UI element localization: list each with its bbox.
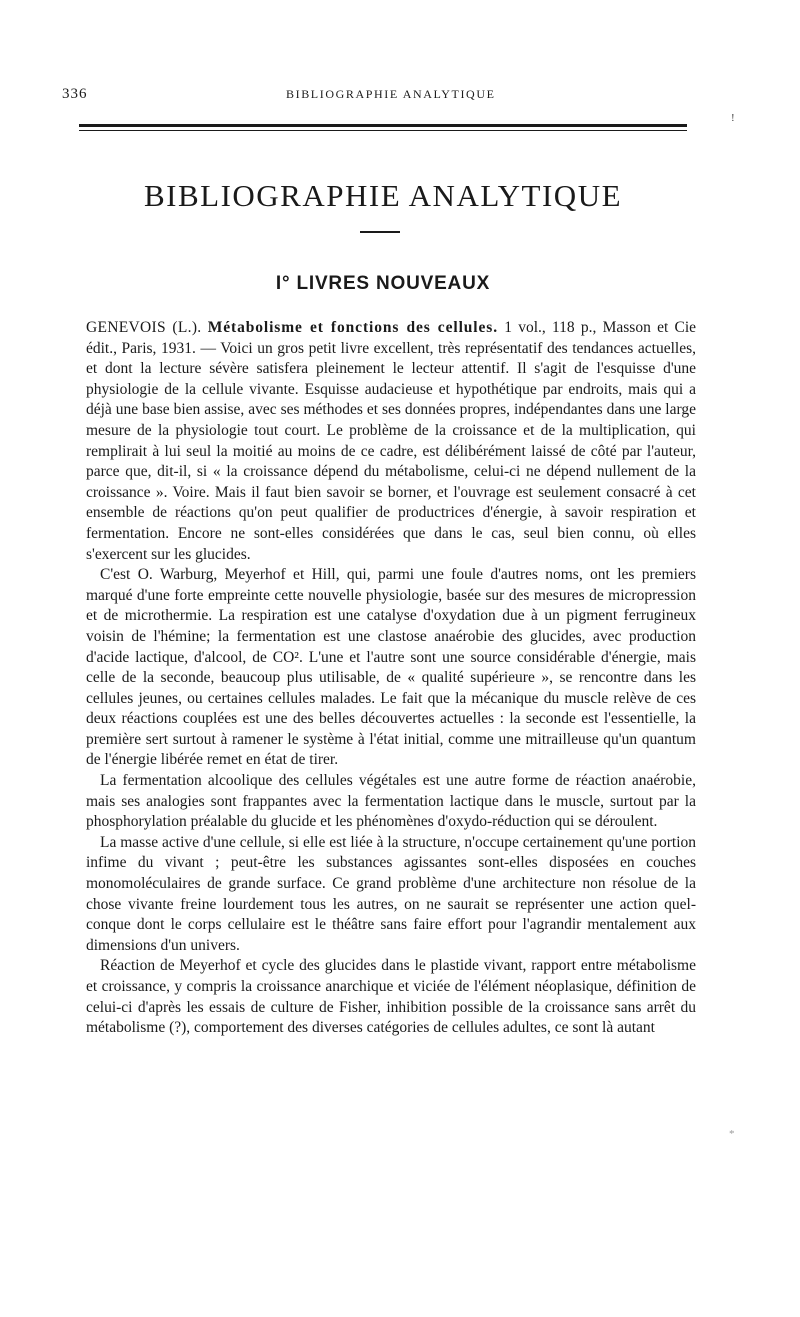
review-paragraph-5: Réaction de Meyerhof et cycle des glucides dans le plastide vivant, rapport entre métabolisme et croissance, y compris la croissance anarchique et viciée de l'élément néoplasique, définition de celui-ci d'après les essais de culture de Fisher, inhibition possible de la croissance sans arrêt du métabolisme (?), comportement des diverses catégories de cellules adultes, ce sont là autant xyxy=(86,957,696,1037)
review-book-title: Métabolisme et fonctions des cellules. xyxy=(207,319,498,336)
margin-mark-bottom: * xyxy=(729,1128,735,1140)
margin-mark-top: ! xyxy=(731,112,735,124)
review-body xyxy=(86,318,696,1039)
header-rule-thick xyxy=(79,124,687,127)
review-paragraph-4: La masse active d'une cellule, si elle est liée à la structure, n'occupe certainement qu'une portion infime du vivant ; peut-être les substances agissantes sont-elles disposées en couches monomoléculaires de grande surface. Ce grand problème d'une architecture non résolue de la chose vivante freine lourdement tous les autres, on ne saurait se représenter une action quelconque dont le corps cellulaire est le théâtre sans faire effort pour l'agrandir mentalement aux dimensions d'un univers. xyxy=(86,833,696,954)
review-paragraph-text: — Voici un gros petit livre excellent, très représentatif des tendances actuelles, et dont la lecture sévère satisfera pleinement le lecteur attentif. Il s'agit de l'esquisse d'une physiologie de la cellule vivante. Esquisse audacieuse et hypothétique par endroits, mais qui a déjà une base bien assise, avec ses méthodes et ses données propres, indépendantes dans une large mesure de la physiologie tout court. Le problème de la croissance et de la multiplication, qui remplirait à lui seul la moitié au moins de ce cadre, est délibérément laissé de côté par l'auteur, parce que, dit-il, si « la croissance dépend du métabolisme, celui-ci ne dépend nullement de la croissance ». Voire. Mais il faut bien savoir se borner, et l'ouvrage est seulement consacré à cet ensemble de réactions qu'on peut qualifier de productrices d'énergie, à savoir respiration et fermentation. Encore ne sont-elles considérées que dans le cas, seul bien connu, où elles s'exercent sur les glucides. xyxy=(86,339,696,563)
page-title: BIBLIOGRAPHIE ANALYTIQUE xyxy=(143,178,623,213)
header-rule-thin xyxy=(79,130,687,131)
running-title: BIBLIOGRAPHIE ANALYTIQUE xyxy=(286,87,496,101)
review-paragraph-2: C'est O. Warburg, Meyerhof et Hill, qui, parmi une foule d'autres noms, ont les premiers marqué d'une forte empreinte cette nouvelle physiologie, basée sur des mesures de micropression et de microthermie. La respiration est une catalyse d'oxydation due à un pigment ferrugineux voisin de l'hémine; la fermentation est une clastose anaérobie des glucides, avec production d'acide lactique, d'alcool, de CO². L'une et l'autre sont une source considérable d'énergie, mais celle de la seconde, beaucoup plus utilisable, de « qualité supérieure », se rencontre dans les cellules jeunes, ou certaines cellules malades. Le fait que la mécanique du muscle relève de ces deux réactions couplées est une des belles découvertes actuelles : la seconde est l'essentielle, la première sert surtout à ramener le système à l'état initial, comme une mitrailleuse qu'un quantum de l'énergie libérée remet en état de tirer. xyxy=(86,566,696,769)
section-title: I° LIVRES NOUVEAUX xyxy=(275,273,491,294)
page-number: 336 xyxy=(62,86,88,102)
review-paragraph-3: La fermentation alcoolique des cellules végétales est une autre forme de réaction anaérobie, mais ses analogies sont frappantes avec la fermentation lactique dans le muscle, surtout par la phosphorylation préalable du glucide et les phénomènes d'oxydo-réduction qui se déroulent. xyxy=(86,772,696,831)
review-publication: 1 vol., 118 p., Masson et Cie édit., Paris, 1931. xyxy=(86,319,697,357)
title-rule xyxy=(360,231,400,233)
review-paragraph-1 xyxy=(86,318,696,565)
review-author: GENEVOIS (L.). xyxy=(86,319,202,336)
running-head xyxy=(62,86,702,106)
